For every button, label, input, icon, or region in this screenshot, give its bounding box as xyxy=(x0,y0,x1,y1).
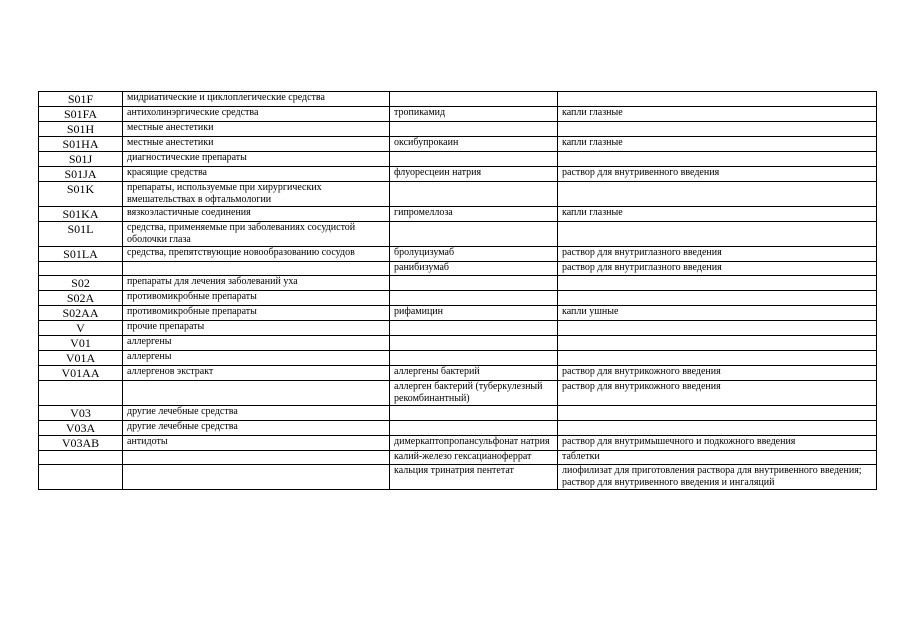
table-row xyxy=(39,167,877,182)
drug-name-cell-text: кальция тринатрия пентетат xyxy=(394,465,514,476)
dosage-form-cell-text: раствор для внутривенного введения xyxy=(562,167,720,178)
pharmacological-group-cell-text: прочие препараты xyxy=(127,321,205,332)
pharmacological-group-cell xyxy=(123,137,390,152)
drug-name-cell xyxy=(390,182,558,207)
atc-code-cell xyxy=(39,222,123,247)
dosage-form-cell xyxy=(558,207,877,222)
dosage-form-cell xyxy=(558,247,877,262)
drug-name-cell-text: димеркаптопропансульфонат натрия xyxy=(394,436,550,447)
dosage-form-cell xyxy=(558,366,877,381)
drug-name-cell xyxy=(390,451,558,465)
atc-code-cell-text: S01LA xyxy=(63,247,98,261)
pharmacological-group-cell-text: аллергены xyxy=(127,351,172,362)
atc-code-cell xyxy=(39,381,123,406)
drug-name-cell xyxy=(390,336,558,351)
table-row xyxy=(39,321,877,336)
table-body xyxy=(39,92,877,490)
drug-name-cell xyxy=(390,321,558,336)
drug-name-cell xyxy=(390,436,558,451)
drug-name-cell xyxy=(390,247,558,262)
dosage-form-cell-text: раствор для внутриглазного введения xyxy=(562,247,722,258)
pharmacological-group-cell xyxy=(123,436,390,451)
drug-name-cell xyxy=(390,222,558,247)
table-row xyxy=(39,406,877,421)
pharmacological-group-cell-text: аллергенов экстракт xyxy=(127,366,214,377)
dosage-form-cell-text: капли глазные xyxy=(562,107,623,118)
atc-code-cell xyxy=(39,306,123,321)
pharmacological-group-cell xyxy=(123,465,390,490)
atc-code-cell-text: V03A xyxy=(65,421,96,435)
dosage-form-cell xyxy=(558,421,877,436)
atc-code-cell xyxy=(39,421,123,436)
atc-code-cell xyxy=(39,182,123,207)
drug-name-cell-text: оксибупрокаин xyxy=(394,137,459,148)
atc-code-cell-text: V01 xyxy=(70,336,91,350)
table-row xyxy=(39,351,877,366)
atc-code-cell xyxy=(39,336,123,351)
pharmacological-group-cell-text: местные анестетики xyxy=(127,122,214,133)
pharmacological-group-cell xyxy=(123,336,390,351)
drug-name-cell xyxy=(390,351,558,366)
atc-code-cell-text: S01JA xyxy=(64,167,97,181)
table-row xyxy=(39,152,877,167)
atc-code-cell xyxy=(39,406,123,421)
atc-code-cell xyxy=(39,92,123,107)
table-row xyxy=(39,436,877,451)
dosage-form-cell xyxy=(558,291,877,306)
atc-code-cell-text: V xyxy=(76,321,85,335)
drug-name-cell xyxy=(390,137,558,152)
drug-name-cell-text: ранибизумаб xyxy=(394,262,449,273)
atc-code-cell xyxy=(39,291,123,306)
drug-name-cell xyxy=(390,122,558,137)
atc-code-cell-text: S02AA xyxy=(62,306,99,320)
dosage-form-cell-text: раствор для внутрикожного введения xyxy=(562,381,721,392)
atc-code-cell xyxy=(39,351,123,366)
pharmacological-group-cell-text: красящие средства xyxy=(127,167,207,178)
atc-code-cell-text: S01H xyxy=(66,122,95,136)
pharmacological-group-cell-text: другие лечебные средства xyxy=(127,421,238,432)
dosage-form-cell-text: капли ушные xyxy=(562,306,619,317)
pharmacological-group-cell-text: препараты, используемые при хирургических вмешательствах в офтальмологии xyxy=(127,182,322,205)
drug-name-cell xyxy=(390,152,558,167)
pharmacological-group-cell xyxy=(123,222,390,247)
table-row xyxy=(39,451,877,465)
pharmacological-group-cell-text: противомикробные препараты xyxy=(127,291,257,302)
pharmacological-group-cell xyxy=(123,92,390,107)
atc-code-cell-text: S01K xyxy=(66,182,95,196)
table-row xyxy=(39,137,877,152)
drug-name-cell xyxy=(390,366,558,381)
pharmacological-group-cell xyxy=(123,421,390,436)
atc-code-cell xyxy=(39,436,123,451)
table-row xyxy=(39,122,877,137)
atc-code-cell xyxy=(39,167,123,182)
drug-name-cell-text: тропикамид xyxy=(394,107,446,118)
atc-code-cell xyxy=(39,366,123,381)
drug-name-cell xyxy=(390,92,558,107)
dosage-form-cell xyxy=(558,152,877,167)
pharmacological-group-cell-text: антихолинэргические средства xyxy=(127,107,259,118)
atc-code-cell-text: S01F xyxy=(67,92,94,106)
table-row xyxy=(39,92,877,107)
dosage-form-cell xyxy=(558,182,877,207)
pharmacological-group-cell xyxy=(123,107,390,122)
atc-code-cell-text: V03AB xyxy=(61,436,100,450)
dosage-form-cell xyxy=(558,262,877,276)
pharmacological-group-cell xyxy=(123,276,390,291)
pharmacological-group-cell xyxy=(123,207,390,222)
pharmacological-group-cell xyxy=(123,321,390,336)
dosage-form-cell-text: капли глазные xyxy=(562,137,623,148)
atc-code-cell-text: S01FA xyxy=(63,107,98,121)
pharmacological-group-cell xyxy=(123,351,390,366)
dosage-form-cell xyxy=(558,107,877,122)
atc-code-cell xyxy=(39,137,123,152)
dosage-form-cell xyxy=(558,465,877,490)
atc-code-cell-text: S02A xyxy=(66,291,95,305)
pharmacological-group-cell xyxy=(123,406,390,421)
table-row xyxy=(39,247,877,262)
dosage-form-cell xyxy=(558,321,877,336)
table-row xyxy=(39,222,877,247)
pharmacological-group-cell xyxy=(123,182,390,207)
atc-code-cell xyxy=(39,247,123,262)
pharmacological-group-cell xyxy=(123,152,390,167)
dosage-form-cell xyxy=(558,406,877,421)
dosage-form-cell-text: таблетки xyxy=(562,451,600,462)
dosage-form-cell-text: раствор для внутримышечного и подкожного введения xyxy=(562,436,796,447)
dosage-form-cell-text: лиофилизат для приготовления раствора для внутривенного введения; раствор для внутривенного введения и ингаляций xyxy=(562,465,862,488)
dosage-form-cell xyxy=(558,122,877,137)
drug-name-cell-text: аллергены бактерий xyxy=(394,366,480,377)
drug-name-cell xyxy=(390,262,558,276)
pharmacological-group-cell xyxy=(123,291,390,306)
drug-name-cell-text: гипромеллоза xyxy=(394,207,453,218)
atc-code-cell-text: S01L xyxy=(67,222,94,236)
dosage-form-cell xyxy=(558,137,877,152)
pharmacological-group-cell-text: вязкоэластичные соединения xyxy=(127,207,251,218)
pharmacological-group-cell xyxy=(123,262,390,276)
dosage-form-cell xyxy=(558,351,877,366)
atc-code-cell-text: S02 xyxy=(71,276,90,290)
table-row xyxy=(39,366,877,381)
dosage-form-cell xyxy=(558,381,877,406)
dosage-form-cell xyxy=(558,336,877,351)
table-row xyxy=(39,276,877,291)
drug-name-cell xyxy=(390,465,558,490)
dosage-form-cell xyxy=(558,306,877,321)
dosage-form-cell xyxy=(558,92,877,107)
dosage-form-cell xyxy=(558,436,877,451)
atc-code-cell-text: S01J xyxy=(68,152,93,166)
atc-code-cell xyxy=(39,321,123,336)
table-row xyxy=(39,381,877,406)
pharmacological-group-cell-text: местные анестетики xyxy=(127,137,214,148)
pharmacological-group-cell-text: антидоты xyxy=(127,436,168,447)
pharmacological-group-cell xyxy=(123,167,390,182)
atc-code-cell xyxy=(39,262,123,276)
drug-name-cell-text: флуоресцеин натрия xyxy=(394,167,482,178)
drug-name-cell xyxy=(390,406,558,421)
atc-code-cell xyxy=(39,122,123,137)
dosage-form-cell-text: раствор для внутрикожного введения xyxy=(562,366,721,377)
pharmacological-group-cell xyxy=(123,366,390,381)
pharmacological-group-cell-text: диагностические препараты xyxy=(127,152,247,163)
drug-name-cell-text: рифамицин xyxy=(394,306,444,317)
dosage-form-cell xyxy=(558,451,877,465)
table-row xyxy=(39,107,877,122)
pharmacological-group-cell-text: средства, применяемые при заболеваниях сосудистой оболочки глаза xyxy=(127,222,356,245)
drug-name-cell xyxy=(390,291,558,306)
pharmacological-group-cell xyxy=(123,451,390,465)
pharmacological-group-cell-text: средства, препятствующие новообразованию сосудов xyxy=(127,247,355,258)
atc-code-cell-text: V01AA xyxy=(61,366,100,380)
dosage-form-cell xyxy=(558,167,877,182)
atc-code-cell-text: S01KA xyxy=(62,207,99,221)
drug-name-cell xyxy=(390,421,558,436)
atc-code-cell xyxy=(39,207,123,222)
table-row xyxy=(39,182,877,207)
pharmacological-group-cell-text: другие лечебные средства xyxy=(127,406,238,417)
table-row xyxy=(39,421,877,436)
atc-code-cell xyxy=(39,107,123,122)
drug-name-cell xyxy=(390,107,558,122)
drug-name-cell xyxy=(390,381,558,406)
atc-code-cell xyxy=(39,276,123,291)
pharmacological-group-cell-text: противомикробные препараты xyxy=(127,306,257,317)
table-row xyxy=(39,262,877,276)
pharmacological-group-cell-text: препараты для лечения заболеваний уха xyxy=(127,276,298,287)
atc-code-cell xyxy=(39,152,123,167)
pharmacological-group-cell-text: мидриатические и циклоплегические средства xyxy=(127,92,325,103)
table-row xyxy=(39,291,877,306)
dosage-form-cell xyxy=(558,276,877,291)
drug-name-cell xyxy=(390,167,558,182)
drug-name-cell xyxy=(390,207,558,222)
drug-name-cell xyxy=(390,306,558,321)
drug-name-cell-text: калий-железо гексацианоферрат xyxy=(394,451,532,462)
drug-name-cell-text: бролуцизумаб xyxy=(394,247,455,258)
dosage-form-cell xyxy=(558,222,877,247)
atc-code-cell xyxy=(39,465,123,490)
table-row xyxy=(39,336,877,351)
drug-classification-table xyxy=(38,91,877,490)
table-row xyxy=(39,465,877,490)
pharmacological-group-cell xyxy=(123,306,390,321)
pharmacological-group-cell-text: аллергены xyxy=(127,336,172,347)
drug-name-cell xyxy=(390,276,558,291)
dosage-form-cell-text: раствор для внутриглазного введения xyxy=(562,262,722,273)
pharmacological-group-cell xyxy=(123,247,390,262)
table-row xyxy=(39,207,877,222)
dosage-form-cell-text: капли глазные xyxy=(562,207,623,218)
atc-code-cell-text: S01HA xyxy=(62,137,99,151)
pharmacological-group-cell xyxy=(123,122,390,137)
atc-code-cell-text: V01A xyxy=(65,351,96,365)
atc-code-cell xyxy=(39,451,123,465)
atc-code-cell-text: V03 xyxy=(70,406,91,420)
drug-name-cell-text: аллерген бактерий (туберкулезный рекомбинантный) xyxy=(394,381,543,404)
table-row xyxy=(39,306,877,321)
pharmacological-group-cell xyxy=(123,381,390,406)
